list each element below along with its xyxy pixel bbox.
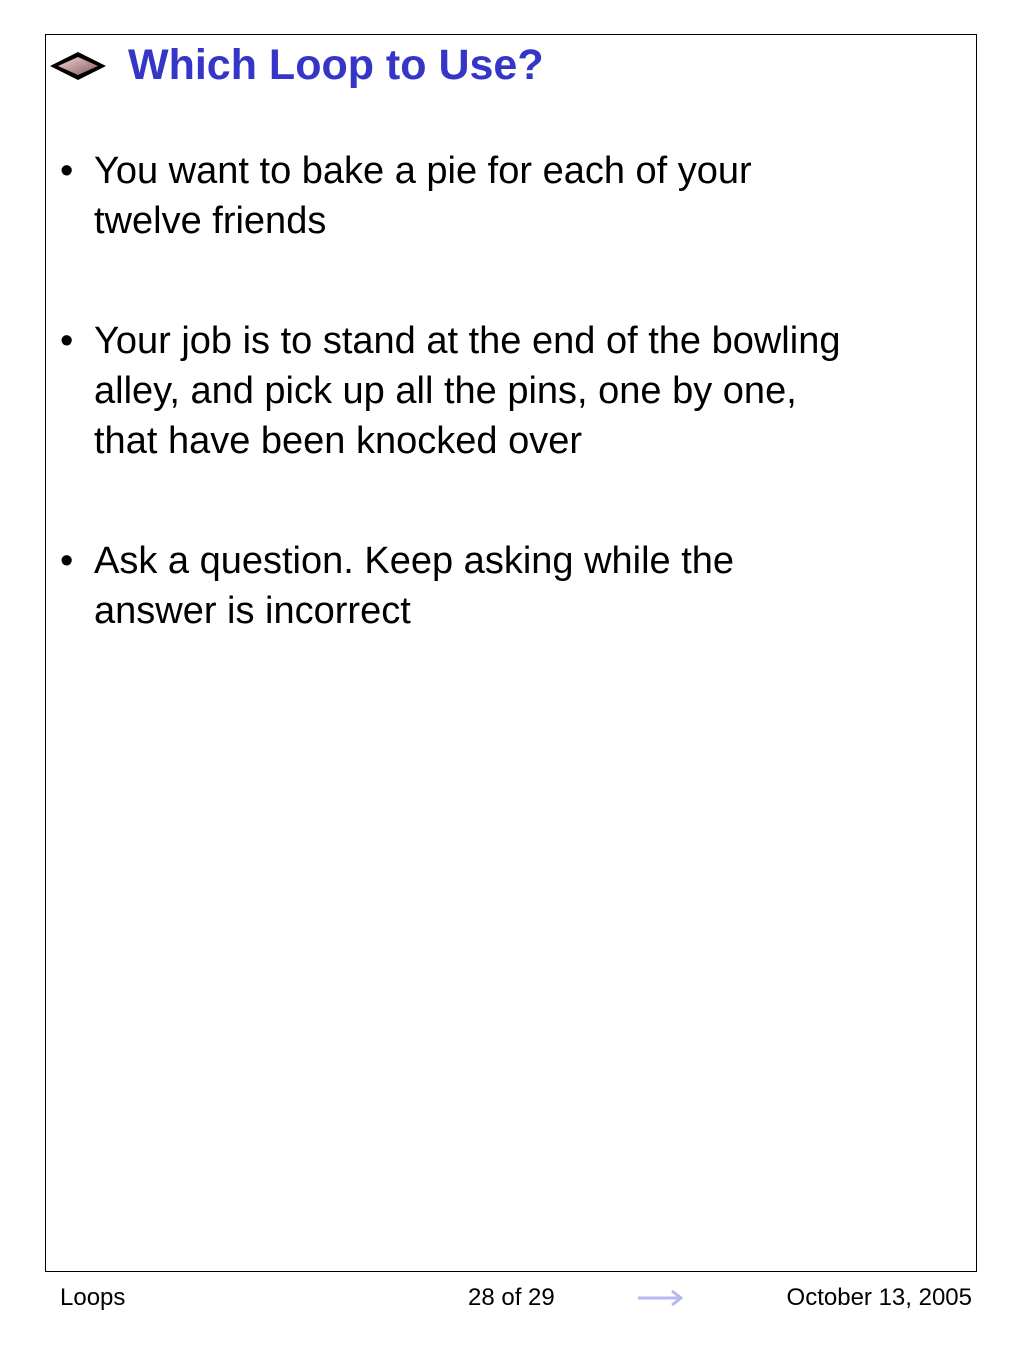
- bullet-dot: •: [60, 320, 74, 362]
- bullet-dot: •: [60, 150, 74, 192]
- right-arrow-icon[interactable]: [636, 1288, 684, 1308]
- slide-title: Which Loop to Use?: [128, 41, 544, 89]
- bullet-1-line-2: twelve friends: [94, 200, 327, 242]
- diamond-bullet-icon: [48, 46, 108, 86]
- bullet-2-line-3: that have been knocked over: [94, 420, 583, 462]
- bullet-3-line-2: answer is incorrect: [94, 590, 411, 632]
- bullet-item-1: [60, 146, 940, 246]
- footer: [0, 1280, 1024, 1316]
- bullet-dot: •: [60, 540, 74, 582]
- footer-page-number: 28 of 29: [468, 1284, 555, 1311]
- bullet-2-line-2: alley, and pick up all the pins, one by one,: [94, 370, 797, 412]
- bullet-item-3: [60, 536, 940, 636]
- footer-date: October 13, 2005: [786, 1284, 972, 1311]
- footer-section-label: Loops: [60, 1284, 126, 1311]
- bullet-3-line-1: Ask a question. Keep asking while the: [94, 540, 735, 582]
- bullet-2-line-1: Your job is to stand at the end of the bowling: [94, 320, 841, 362]
- bullet-1-line-1: You want to bake a pie for each of your: [94, 150, 752, 192]
- bullet-item-2: [60, 316, 940, 466]
- bullet-list: [60, 146, 940, 706]
- title-row: [48, 38, 108, 94]
